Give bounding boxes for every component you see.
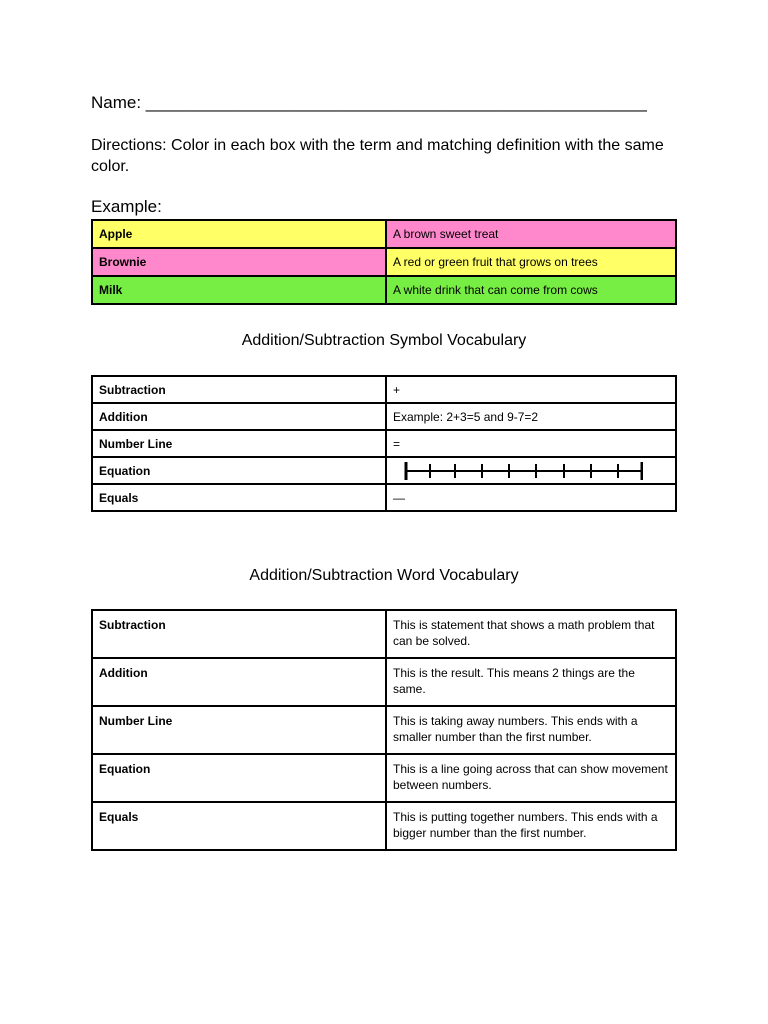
symbol-definition-cell[interactable]: Example: 2+3=5 and 9-7=2 [386, 403, 676, 430]
symbol-term-cell[interactable]: Equation [92, 457, 386, 484]
symbol-section-title: Addition/Subtraction Symbol Vocabulary [241, 332, 527, 349]
table-row [92, 248, 676, 276]
directions-text: Directions: Color in each box with the term and matching definition with the same color. [91, 137, 664, 175]
example-term-cell[interactable]: Apple [92, 220, 386, 248]
table-row [92, 220, 676, 248]
word-definition-cell[interactable]: This is taking away numbers. This ends with a smaller number than the first number. [386, 706, 676, 754]
word-vocabulary-table [91, 609, 677, 851]
example-definition-cell[interactable]: A white drink that can come from cows [386, 276, 676, 304]
symbol-definition-cell[interactable]: + [386, 376, 676, 403]
table-row [92, 430, 676, 457]
table-row [92, 658, 676, 706]
word-definition-cell[interactable]: This is statement that shows a math problem that can be solved. [386, 610, 676, 658]
name-field-line: Name: _____________________________________________________ [91, 93, 647, 112]
table-row [92, 457, 676, 484]
table-row [92, 376, 676, 403]
table-row [92, 484, 676, 511]
table-row [92, 706, 676, 754]
number-line-icon [393, 460, 643, 482]
table-row [92, 276, 676, 304]
symbol-term-cell[interactable]: Equals [92, 484, 386, 511]
symbol-term-cell[interactable]: Addition [92, 403, 386, 430]
word-definition-cell[interactable]: This is a line going across that can show movement between numbers. [386, 754, 676, 802]
table-row [92, 610, 676, 658]
example-term-cell[interactable]: Milk [92, 276, 386, 304]
symbol-definition-cell[interactable] [386, 457, 676, 484]
word-definition-cell[interactable]: This is the result. This means 2 things are the same. [386, 658, 676, 706]
example-definition-cell[interactable]: A red or green fruit that grows on trees [386, 248, 676, 276]
symbol-term-cell[interactable]: Number Line [92, 430, 386, 457]
word-term-cell[interactable]: Addition [92, 658, 386, 706]
symbol-definition-cell[interactable]: = [386, 430, 676, 457]
example-definition-cell[interactable]: A brown sweet treat [386, 220, 676, 248]
word-term-cell[interactable]: Equals [92, 802, 386, 850]
word-term-cell[interactable]: Subtraction [92, 610, 386, 658]
word-section-title: Addition/Subtraction Word Vocabulary [249, 567, 519, 584]
symbol-definition-cell[interactable]: — [386, 484, 676, 511]
table-row [92, 403, 676, 430]
symbol-term-cell[interactable]: Subtraction [92, 376, 386, 403]
table-row [92, 754, 676, 802]
example-term-cell[interactable]: Brownie [92, 248, 386, 276]
symbol-vocabulary-table [91, 375, 677, 512]
example-label: Example: [91, 197, 162, 216]
word-term-cell[interactable]: Number Line [92, 706, 386, 754]
word-definition-cell[interactable]: This is putting together numbers. This ends with a bigger number than the first number. [386, 802, 676, 850]
word-term-cell[interactable]: Equation [92, 754, 386, 802]
example-table [91, 219, 677, 305]
table-row [92, 802, 676, 850]
